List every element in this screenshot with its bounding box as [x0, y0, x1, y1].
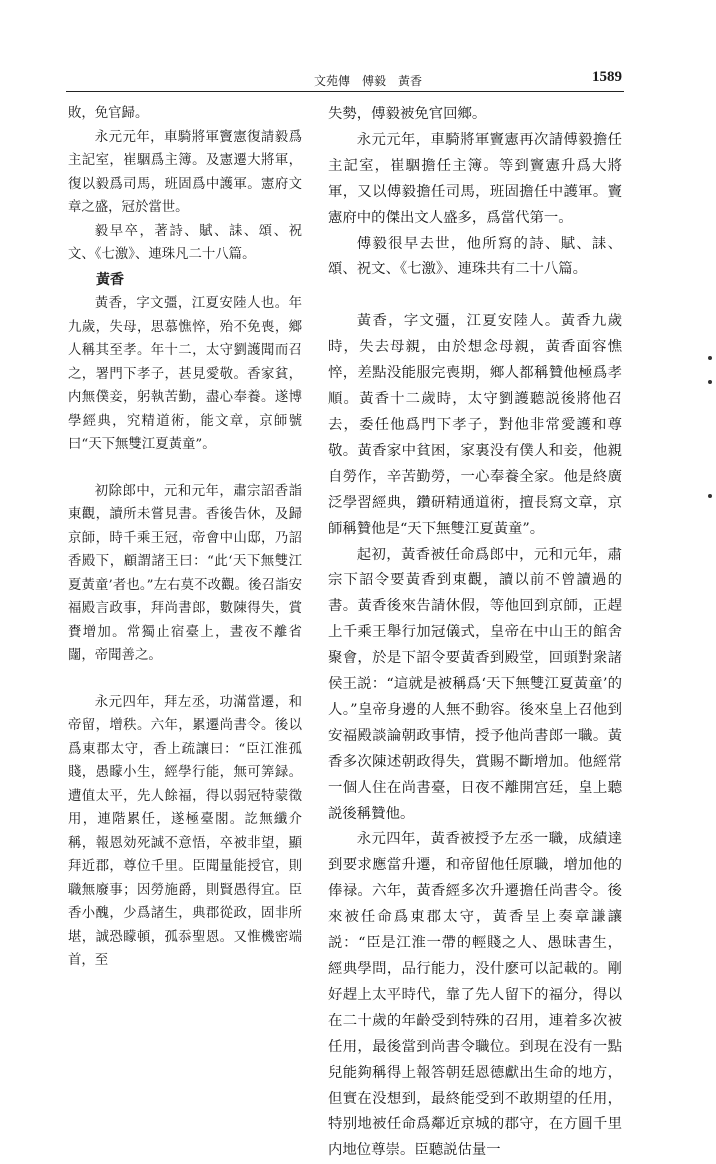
paragraph: 永元四年，黃香被授予左丞一職，成績達到要求應當升遷，和帝留他任原職，增加他的俸禄。六年，黃香經多次升遷擔任尚書令。後來被任命爲東郡太守，黃香呈上奏章謙讓説：“臣是江淮一帶的輕賤之人、愚昧書生，經典學問，品行能力，没什麽可以記載的。剛好趕上太平時代，靠了先人留下的福分，得以在二十歲的年齡受到特殊的召用，連着多次被任用，最後當到尚書令職位。到現在没有一點兒能夠稱得上報答朝廷恩德獻出生命的地方，但實在没想到，最終能受到不敢期望的任用，特别地被任命爲鄰近京城的郡守，在方圓千里内地位尊崇。臣聽説估量一	[328, 831, 622, 1159]
section-heading: 黃香	[96, 271, 124, 288]
paragraph-gap	[68, 668, 302, 691]
paragraph: 毅早卒，著詩、賦、誄、頌、祝文、《七激》、連珠凡二十八篇。	[68, 223, 302, 262]
running-head: 文苑傳 傅毅 黃香	[314, 74, 423, 88]
scan-speck	[708, 494, 712, 498]
paragraph: 初除郎中，元和元年，肅宗詔香詣東觀，讀所未嘗見書。香後告休，及歸京師，時千乘王冠，帝會中山邸，乃詔香殿下，顧謂諸王曰：“此‘天下無雙江夏黃童’者也。”左右莫不改觀。後召詣安福殿言政事，拜尚書郎，數陳得失，賞賚增加。常獨止宿臺上，晝夜不離省闥，帝聞善之。	[68, 483, 302, 663]
classical-text-column	[68, 102, 302, 973]
paragraph: 永元元年，車騎將軍竇憲復請毅爲主記室，崔駰爲主簿。及憲遷大將軍，復以毅爲司馬，班固爲中護軍。憲府文章之盛，冠於當世。	[68, 129, 302, 215]
paragraph: 失勢，傅毅被免官回鄉。	[328, 106, 487, 122]
header-rule	[66, 91, 624, 92]
paragraph: 永元元年，車騎將軍竇憲再次請傅毅擔任主記室，崔駰擔任主簿。等到竇憲升爲大將軍，又以傅毅擔任司馬，班固擔任中護軍。竇憲府中的傑出文人盛多，爲當代第一。	[328, 131, 622, 226]
paragraph: 起初，黃香被任命爲郎中，元和元年，肅宗下詔令要黃香到東觀，讀以前不曾讀過的書。黃香後來告請休假，等他回到京師，正趕上千乘王舉行加冠儀式，皇帝在中山王的館舍聚會，於是下詔令要黃香到殿堂，回頭對衆諸侯王説：“這就是被稱爲‘天下無雙江夏黃童’的人。”皇帝身邊的人無不動容。後來皇上召他到安福殿談論朝政事情，授予他尚書郎一職。黃香多次陳述朝政得失，賞賜不斷增加。他經常一個人住在尚書臺，日夜不離開宫廷，皇上聽説後稱贊他。	[328, 546, 622, 822]
scan-speck	[708, 356, 712, 360]
page-number: 1589	[592, 69, 622, 85]
paragraph-gap	[68, 457, 302, 480]
paragraph: 黃香，字文彊，江夏安陸人。黃香九歲時，失去母親，由於想念母親，黃香面容憔悴，差點没能服完喪期，鄉人都稱贊他極爲孝順。黃香十二歲時，太守劉護聽説後將他召去，委任他爲門下孝子，對他非常愛護和尊敬。黃香家中貧困，家裏没有僕人和妾，他親自勞作，辛苦勤勞，一心奉養全家。他是終廣泛學習經典，鑽研精通道術，擅長寫文章，京師稱贊他是“天下無雙江夏黃童”。	[328, 313, 622, 537]
paragraph: 黃香，字文彊，江夏安陸人也。年九歲，失母，思慕憔悴，殆不免喪，鄉人稱其至孝。年十二，太守劉護聞而召之，署門下孝子，甚見愛敬。香家貧，内無僕妾，躬執苦勤，盡心奉養。遂博學經典，究精道術，能文章，京師號曰“天下無雙江夏黃童”。	[68, 296, 302, 452]
scan-speck	[708, 380, 712, 384]
paragraph: 永元四年，拜左丞，功滿當遷，和帝留，增秩。六年，累遷尚書令。後以爲東郡太守，香上疏讓曰：“臣江淮孤賤，愚矇小生，經學行能，無可筭録。遭值太平，先人餘福，得以弱冠特蒙徵用，連階累任，遂極臺閣。訖無纖介稱，報恩効死誠不意悟，卒被非望，顯拜近郡，尊位千里。臣聞量能授官，則職無廢事；因勞施爵，則賢愚得宜。臣香小醜，少爲諸生，典郡從政，固非所堪，誠恐矇頓，孤忝聖恩。又惟機密端首，至	[68, 694, 302, 968]
page-header	[66, 66, 622, 90]
translation-column	[328, 102, 622, 1164]
paragraph-gap	[328, 283, 622, 309]
paragraph: 敗，免官歸。	[68, 106, 149, 121]
paragraph: 傅毅很早去世，他所寫的詩、賦、誄、頌、祝文、《七激》、連珠共有二十八篇。	[328, 235, 622, 278]
